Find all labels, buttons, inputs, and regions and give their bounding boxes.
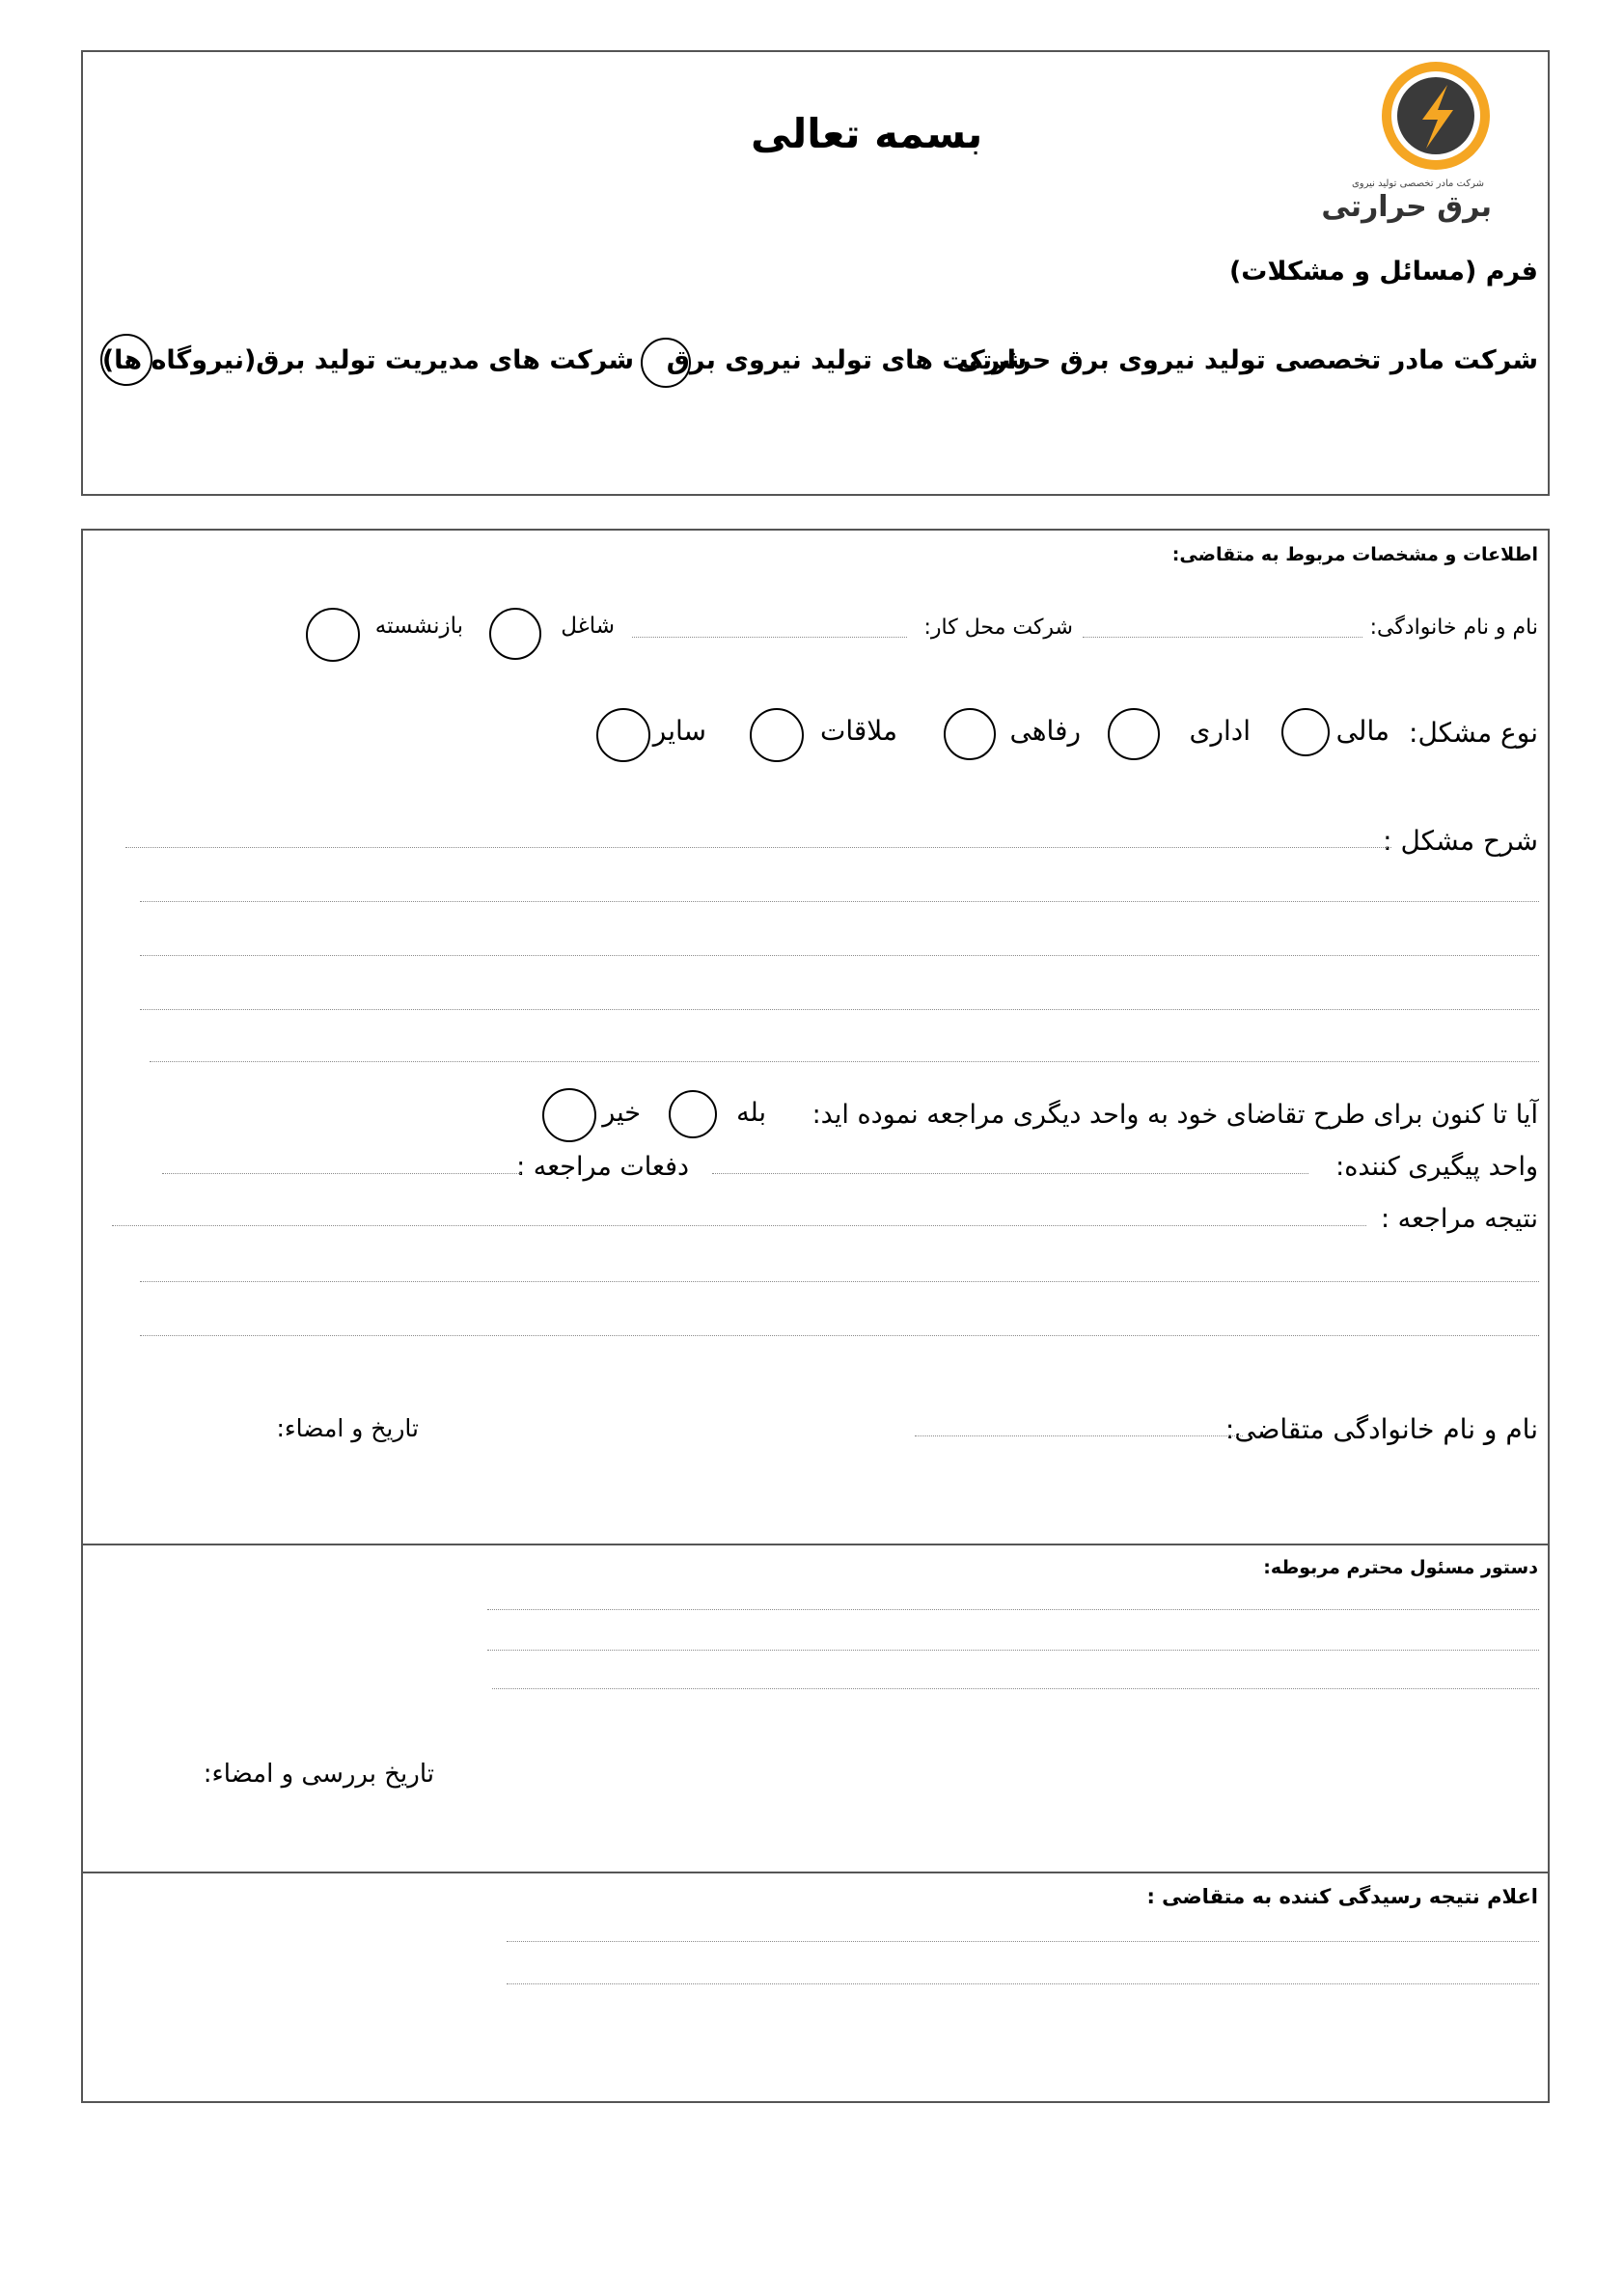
section-divider-result [81, 1872, 1550, 1873]
problem-type-welfare-label: رفاهی [1009, 715, 1081, 747]
referral-count-label: دفعات مراجعه : [516, 1152, 689, 1182]
employed-label: شاغل [561, 614, 615, 639]
description-line-5[interactable] [150, 1061, 1539, 1062]
applicant-name-label: نام و نام خانوادگی متقاضی: [1224, 1413, 1538, 1445]
referral-yes-radio[interactable] [669, 1090, 717, 1138]
applicant-date-signature-label: تاریخ و امضاء: [276, 1414, 419, 1442]
name-label: نام و نام خانوادگی: [1369, 615, 1538, 640]
official-line-1[interactable] [487, 1609, 1539, 1610]
problem-type-administrative-label: اداری [1189, 715, 1251, 747]
applicant-section-title: اطلاعات و مشخصات مربوط به متقاضی: [1171, 544, 1538, 565]
problem-type-welfare-radio[interactable] [944, 708, 996, 760]
retired-radio[interactable] [306, 608, 360, 662]
option-production-label: شرکت های تولید نیروی برق [666, 345, 1027, 375]
employed-radio[interactable] [489, 608, 541, 660]
prior-referral-question: آیا تا کنون برای طرح تقاضای خود به واحد دیگری مراجعه نموده اید: [812, 1100, 1538, 1130]
referral-count-field[interactable] [162, 1173, 521, 1174]
retired-label: بازنشسته [374, 614, 463, 639]
bismillah-title: بسمه تعالی [751, 110, 983, 157]
referral-result-line-3[interactable] [140, 1335, 1539, 1336]
problem-type-meeting-label: ملاقات [820, 715, 897, 747]
problem-type-financial-radio[interactable] [1281, 708, 1330, 756]
official-line-2[interactable] [487, 1650, 1539, 1651]
followup-unit-label: واحد پیگیری کننده: [1335, 1152, 1538, 1182]
option-management-radio[interactable] [100, 334, 152, 386]
referral-no-radio[interactable] [542, 1088, 596, 1142]
official-section-title: دستور مسئول محترم مربوطه: [1263, 1557, 1538, 1578]
official-line-3[interactable] [492, 1688, 1539, 1689]
referral-result-line-1[interactable] [112, 1225, 1366, 1226]
description-line-4[interactable] [140, 1009, 1539, 1010]
workplace-label: شرکت محل کار: [923, 615, 1073, 640]
workplace-field[interactable] [632, 637, 907, 638]
section-divider-official [81, 1544, 1550, 1545]
description-label: شرح مشکل : [1383, 825, 1538, 857]
result-section-title: اعلام نتیجه رسیدگی کننده به متقاضی : [1146, 1885, 1538, 1908]
problem-type-label: نوع مشکل: [1409, 717, 1538, 749]
applicant-name-field[interactable] [915, 1435, 1243, 1436]
name-field[interactable] [1083, 637, 1362, 638]
lightning-logo-icon [1359, 56, 1513, 181]
logo-caption-small: شرکت مادر تخصصی تولید نیروی [1351, 178, 1484, 189]
logo-caption-big: برق حرارتی [1321, 190, 1492, 224]
review-date-signature-label: تاریخ بررسی و امضاء: [203, 1760, 434, 1789]
company-logo [1321, 56, 1513, 230]
main-form-box [81, 529, 1550, 2103]
referral-yes-label: بله [736, 1098, 766, 1128]
option-mother-label: شرکت مادر تخصصی تولید نیروی برق حرارتی [955, 345, 1538, 375]
referral-no-label: خیر [602, 1098, 641, 1128]
problem-type-financial-label: مالی [1335, 715, 1389, 747]
referral-result-label: نتیجه مراجعه : [1380, 1204, 1538, 1234]
option-management-label: شرکت های مدیریت تولید برق(نیروگاه ها) [101, 345, 634, 375]
problem-type-other-label: سایر [652, 715, 706, 747]
referral-result-line-2[interactable] [140, 1281, 1539, 1282]
problem-type-administrative-radio[interactable] [1108, 708, 1160, 760]
result-line-2[interactable] [507, 1983, 1539, 1984]
description-line-2[interactable] [140, 901, 1539, 902]
description-line-1[interactable] [125, 847, 1391, 848]
problem-type-meeting-radio[interactable] [750, 708, 804, 762]
description-line-3[interactable] [140, 955, 1539, 956]
form-title: فرم (مسائل و مشکلات) [1228, 257, 1538, 287]
result-line-1[interactable] [507, 1941, 1539, 1942]
followup-unit-field[interactable] [712, 1173, 1308, 1174]
problem-type-other-radio[interactable] [596, 708, 650, 762]
option-production-radio[interactable] [641, 338, 691, 388]
